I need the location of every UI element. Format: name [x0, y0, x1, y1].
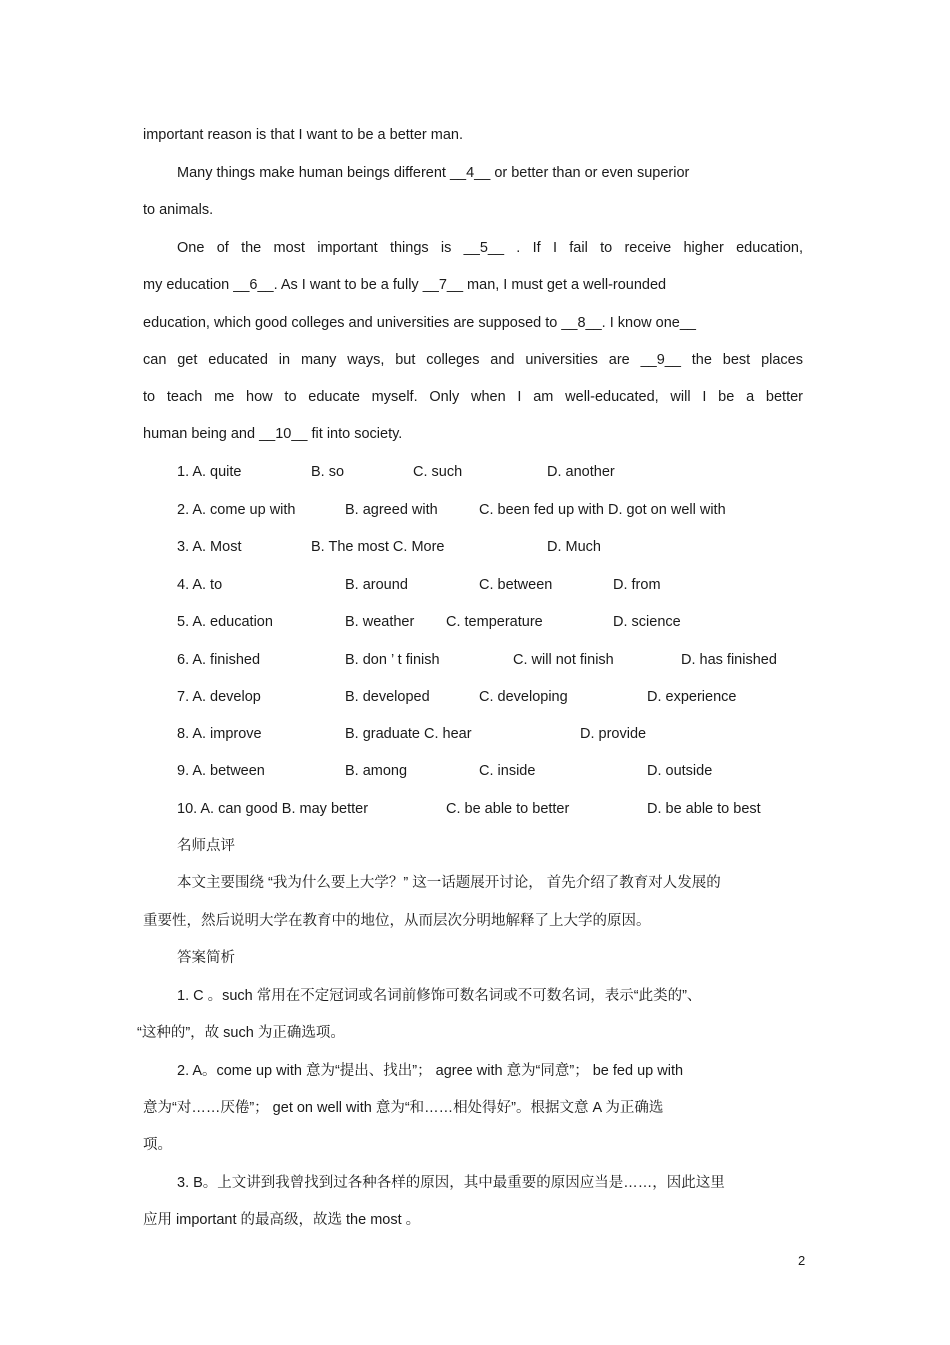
answer-2-line-1: 2. A。come up with 意为“提出、找出”； agree with 意为“同意”； be fed up with — [177, 1063, 684, 1079]
option-d: D. be able to best — [647, 801, 761, 817]
option-c: C. developing — [479, 689, 568, 705]
answers-heading: 答案简析 — [177, 950, 235, 966]
answer-1-line-1: 1. C 。such 常用在不定冠词或名词前修饰可数名词或不可数名词，表示“此类的”、 — [177, 988, 702, 1004]
option-c: C. temperature — [446, 614, 543, 630]
option-b: B. developed — [345, 689, 430, 705]
option-a: 7. A. develop — [177, 689, 261, 705]
passage-line-2: Many things make human beings different __4__ or better than or even superior — [177, 165, 690, 181]
option-a: 4. A. to — [177, 577, 223, 593]
option-d: D. has finished — [681, 652, 777, 668]
page-number: 2 — [798, 1253, 806, 1268]
option-b: B. so — [311, 464, 345, 480]
option-b: B. don ’ t finish — [345, 652, 440, 668]
option-a: 6. A. finished — [177, 652, 261, 668]
answer-3-line-1: 3. B。上文讲到我曾找到过各种各样的原因，其中最重要的原因应当是……，因此这里 — [177, 1175, 725, 1191]
commentary-heading: 名师点评 — [177, 838, 235, 854]
option-b: B. around — [345, 577, 408, 593]
option-a: 2. A. come up with — [177, 502, 296, 518]
option-d: D. science — [613, 614, 681, 630]
option-d: D. Much — [547, 539, 601, 555]
option-a: 9. A. between — [177, 763, 265, 779]
commentary-line-2: 重要性，然后说明大学在教育中的地位，从而层次分明地解释了上大学的原因。 — [143, 913, 651, 929]
option-b: B. weather — [345, 614, 415, 630]
commentary-line-1: 本文主要围绕 “我为什么要上大学？” 这一话题展开讨论， 首先介绍了教育对人发展的 — [177, 875, 721, 891]
option-b-c: B. graduate C. hear — [345, 726, 472, 742]
option-c-d: C. been fed up with D. got on well with — [479, 502, 726, 518]
option-a-b: 10. A. can good B. may better — [177, 801, 369, 817]
passage-line-5: my education __6__. As I want to be a fully __7__ man, I must get a well-rounded — [143, 277, 667, 293]
answer-1-line-2: “这种的”，故 such 为正确选项。 — [137, 1025, 345, 1041]
passage-line-6: education, which good colleges and universities are supposed to __8__. I know one__ — [143, 315, 696, 331]
option-c: C. will not finish — [513, 652, 614, 668]
passage-line-8: to teach me how to educate myself. Only when I am well-educated, will I be a better — [143, 389, 803, 405]
answer-2-line-2: 意为“对……厌倦”； get on well with 意为“和……相处得好”。根据文意 A 为正确选 — [143, 1100, 664, 1116]
passage-line-3: to animals. — [143, 202, 214, 218]
passage-line-1: important reason is that I want to be a better man. — [143, 127, 463, 143]
option-c: C. be able to better — [446, 801, 570, 817]
passage-line-7: can get educated in many ways, but colleges and universities are __9__ the best places — [143, 352, 803, 368]
option-b-c: B. The most C. More — [311, 539, 445, 555]
option-a: 5. A. education — [177, 614, 273, 630]
option-b: B. among — [345, 763, 408, 779]
passage-line-9: human being and __10__ fit into society. — [143, 426, 403, 442]
answer-2-line-3: 项。 — [143, 1137, 172, 1153]
option-d: D. from — [613, 577, 661, 593]
option-d: D. another — [547, 464, 615, 480]
option-a: 8. A. improve — [177, 726, 262, 742]
option-c: C. such — [413, 464, 463, 480]
option-a: 3. A. Most — [177, 539, 242, 555]
option-c: C. between — [479, 577, 553, 593]
option-a: 1. A. quite — [177, 464, 242, 480]
option-b: B. agreed with — [345, 502, 438, 518]
answer-3-line-2: 应用 important 的最高级，故选 the most 。 — [143, 1212, 421, 1228]
option-d: D. provide — [580, 726, 647, 742]
option-d: D. experience — [647, 689, 737, 705]
option-d: D. outside — [647, 763, 713, 779]
option-c: C. inside — [479, 763, 536, 779]
passage-line-4: One of the most important things is __5__ . If I fail to receive higher education, — [177, 240, 803, 256]
